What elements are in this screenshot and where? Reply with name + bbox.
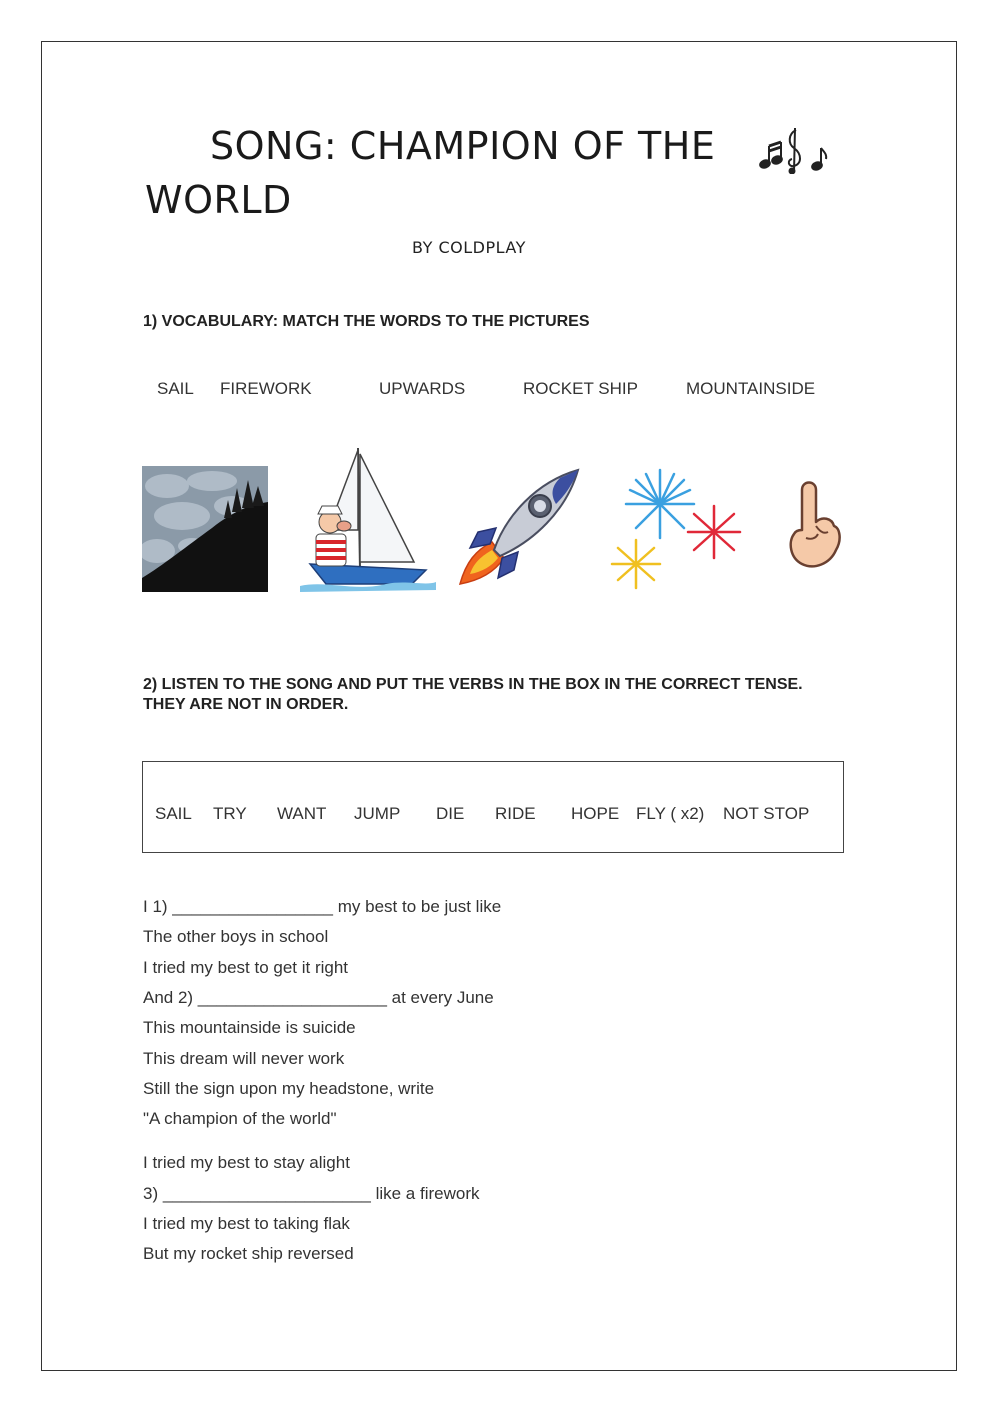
lyric-line: "A champion of the world"	[143, 1109, 337, 1128]
byline: BY COLDPLAY	[412, 238, 526, 257]
fireworks-picture	[606, 466, 748, 594]
verb: DIE	[436, 804, 465, 823]
lyric-line: I tried my best to taking flak	[143, 1214, 350, 1233]
verb: SAIL	[155, 804, 192, 823]
page-title-continued: WORLD	[145, 178, 292, 222]
sailboat-picture	[296, 444, 438, 594]
music-notes-icon	[758, 124, 828, 174]
section-2-heading: 2) LISTEN TO THE SONG AND PUT THE VERBS IN THE BOX IN THE CORRECT TENSE. THEY ARE NOT IN ORDER.	[143, 676, 803, 713]
vocab-word: ROCKET SHIP	[523, 379, 638, 398]
mountainside-picture	[142, 466, 268, 592]
lyric-line: I tried my best to stay alight	[143, 1153, 350, 1172]
verb: FLY ( x2)	[636, 804, 705, 823]
lyric-line: 3) ______________________ like a firework	[143, 1184, 480, 1203]
pointing-up-hand-picture	[780, 470, 846, 574]
vocab-word: FIREWORK	[220, 379, 312, 398]
lyric-line: I 1) _________________ my best to be just like	[143, 897, 502, 916]
verb: TRY	[213, 804, 247, 823]
vocab-word: UPWARDS	[379, 379, 466, 398]
section-1-heading: 1) VOCABULARY: MATCH THE WORDS TO THE PICTURES	[143, 313, 590, 330]
rocket-picture	[456, 466, 582, 588]
lyric-line: This mountainside is suicide	[143, 1018, 356, 1037]
page-title: SONG: CHAMPION OF THE	[210, 124, 716, 168]
lyric-line: And 2) ____________________ at every June	[143, 988, 494, 1007]
lyric-line: But my rocket ship reversed	[143, 1244, 354, 1263]
verb: NOT STOP	[723, 804, 810, 823]
lyric-line: The other boys in school	[143, 927, 329, 946]
vocab-word: MOUNTAINSIDE	[686, 379, 816, 398]
lyric-line: This dream will never work	[143, 1049, 345, 1068]
lyric-line: Still the sign upon my headstone, write	[143, 1079, 435, 1098]
verb: HOPE	[571, 804, 620, 823]
verb: WANT	[277, 804, 327, 823]
vocab-word: SAIL	[157, 379, 194, 398]
lyric-line: I tried my best to get it right	[143, 958, 349, 977]
verb: JUMP	[354, 804, 401, 823]
verb: RIDE	[495, 804, 536, 823]
